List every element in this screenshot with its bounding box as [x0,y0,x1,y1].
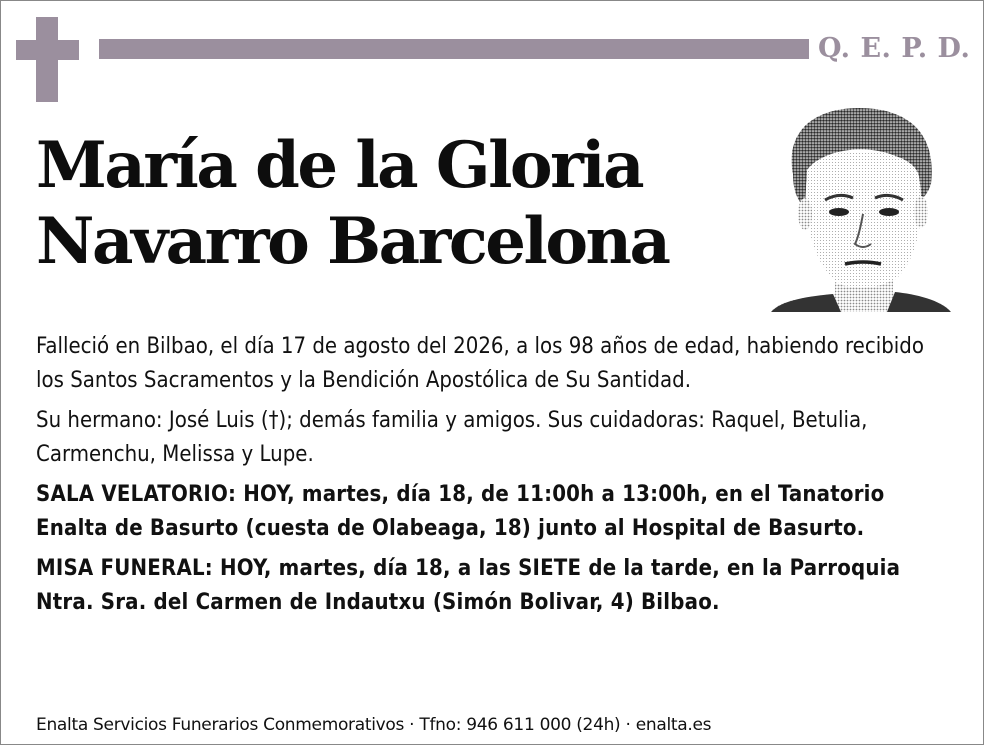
portrait-photo [771,104,951,312]
name-line-2: Navarro Barcelona [36,204,669,279]
obituary-body [36,330,956,626]
deceased-name [36,128,756,280]
funeral-mass-paragraph: MISA FUNERAL: HOY, martes, día 18, a las SIETE de la tarde, en la Parroquia Ntra. Sra. del Carmen de Indautxu (Simón Bolivar, 4) Bilbao. [36,556,901,615]
cross-horizontal-bar [16,40,79,60]
wake-paragraph: SALA VELATORIO: HOY, martes, día 18, de 11:00h a 13:00h, en el Tanatorio Enalta de Basurto (cuesta de Olabeaga, 18) junto al Hospital de Basurto. [36,482,885,541]
name-line-1: María de la Gloria [36,128,643,203]
qepd-label: Q. E. P. D. [818,33,971,64]
death-notice-paragraph: Falleció en Bilbao, el día 17 de agosto del 2026, a los 98 años de edad, habiendo recibido los Santos Sacramentos y la Bendición Apostólica de Su Santidad. [36,334,924,393]
funeral-home-footer: Enalta Servicios Funerarios Conmemorativos · Tfno: 946 611 000 (24h) · enalta.es [36,715,712,735]
family-paragraph: Su hermano: José Luis (†); demás familia y amigos. Sus cuidadoras: Raquel, Betulia, Carmenchu, Melissa y Lupe. [36,408,868,467]
header-band [99,39,809,59]
